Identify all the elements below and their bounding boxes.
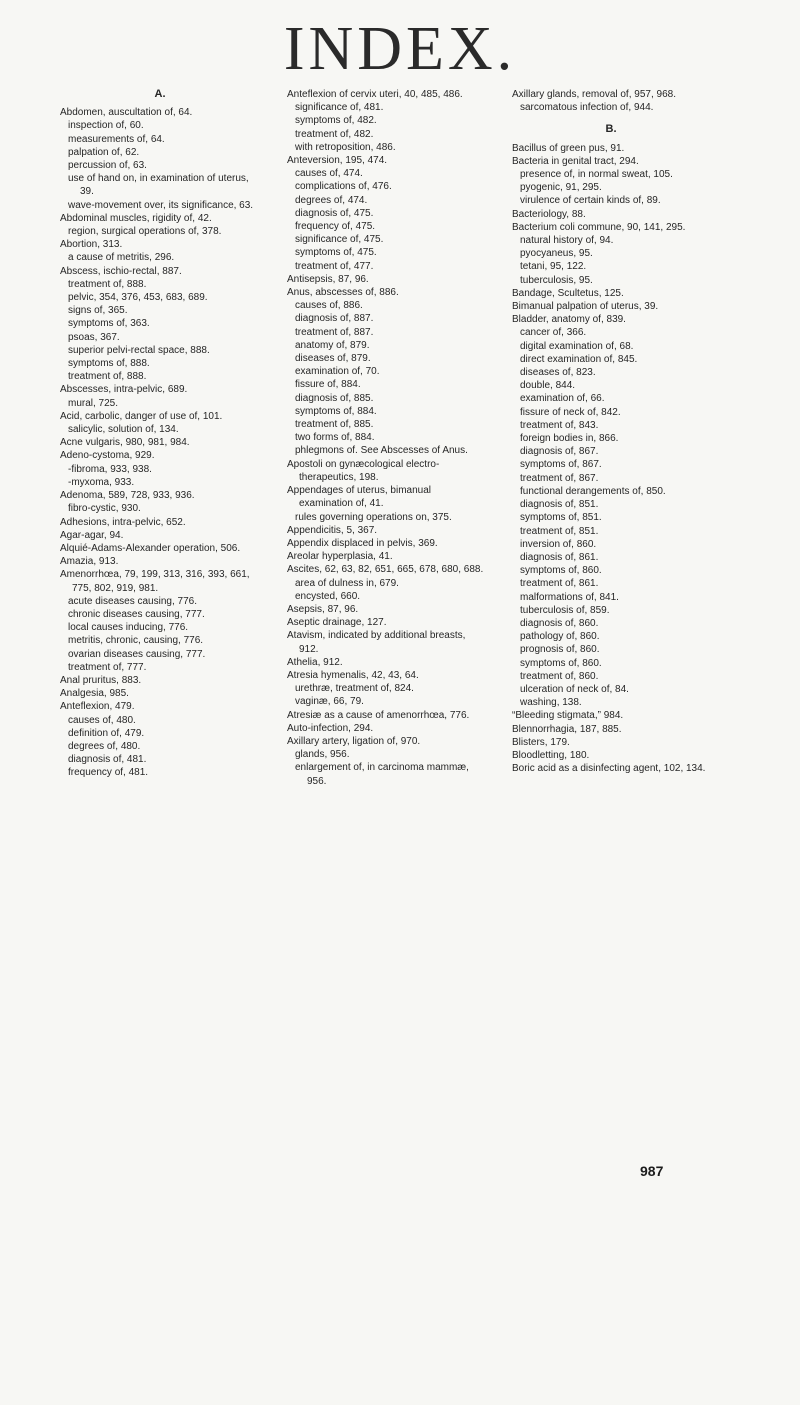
index-column-2: [287, 88, 485, 788]
page-title: INDEX.: [283, 15, 517, 83]
index-entry: Anteversion, 195, 474.: [287, 155, 388, 167]
section-letter: A.: [154, 88, 166, 100]
index-subentry: diagnosis of, 861.: [520, 551, 599, 563]
index-subentry: washing, 138.: [520, 697, 582, 709]
index-subentry: examination of, 66.: [520, 393, 605, 405]
index-subentry: anatomy of, 879.: [295, 339, 370, 351]
index-entry: Agar-agar, 94.: [60, 529, 124, 541]
index-entry: Acne vulgaris, 980, 981, 984.: [60, 437, 190, 449]
index-subentry: presence of, in normal sweat, 105.: [520, 169, 673, 181]
index-entry: Bimanual palpation of uterus, 39.: [512, 301, 659, 313]
index-subentry: symptoms of, 884.: [295, 405, 377, 417]
index-subentry: with retroposition, 486.: [295, 141, 396, 153]
index-subentry: diagnosis of, 475.: [295, 207, 374, 219]
index-subentry: malformations of, 841.: [520, 591, 619, 603]
index-subentry: a cause of metritis, 296.: [68, 252, 175, 264]
index-subentry: examination of, 70.: [295, 366, 380, 378]
index-entry: Acid, carbolic, danger of use of, 101.: [60, 410, 223, 422]
index-subentry: salicylic, solution of, 134.: [68, 424, 179, 436]
index-entry: Anal pruritus, 883.: [60, 674, 142, 686]
index-entry: Abortion, 313.: [60, 239, 123, 251]
index-subentry: treatment of, 777.: [68, 661, 147, 673]
index-entry: Axillary glands, removal of, 957, 968.: [512, 89, 676, 100]
index-subentry: pelvic, 354, 376, 453, 683, 689.: [68, 292, 208, 304]
index-subentry: functional derangements of, 850.: [520, 485, 666, 497]
index-entry: Bandage, Scultetus, 125.: [512, 287, 624, 299]
page-number: 987: [640, 1163, 664, 1179]
index-subentry: definition of, 479.: [68, 727, 145, 739]
index-subentry: complications of, 476.: [295, 181, 392, 193]
index-subentry: -fibroma, 933, 938.: [68, 463, 152, 475]
index-subentry: virulence of certain kinds of, 89.: [520, 195, 661, 207]
index-subentry: treatment of, 482.: [295, 128, 374, 140]
index-entry: Axillary artery, ligation of, 970.: [287, 735, 421, 747]
index-subentry: symptoms of, 851.: [520, 512, 602, 524]
index-subentry: pyogenic, 91, 295.: [520, 182, 602, 194]
index-subentry: prognosis of, 860.: [520, 644, 600, 656]
index-subentry: tuberculosis, 95.: [520, 274, 593, 286]
index-subentry: fibro-cystic, 930.: [68, 503, 141, 515]
index-entry: Blisters, 179.: [512, 736, 570, 748]
index-subentry: treatment of, 860.: [520, 670, 599, 682]
index-subentry: degrees of, 474.: [295, 194, 368, 206]
index-subentry: treatment of, 861.: [520, 578, 599, 590]
index-subentry: phlegmons of. See Abscesses of Anus.: [295, 445, 468, 457]
index-subentry: sarcomatous infection of, 944.: [520, 102, 654, 114]
index-entry: Bloodletting, 180.: [512, 749, 590, 761]
index-subentry: significance of, 481.: [295, 102, 384, 114]
index-subentry: -myxoma, 933.: [68, 476, 135, 488]
index-subentry: direct examination of, 845.: [520, 353, 638, 365]
index-subentry: significance of, 475.: [295, 234, 384, 246]
index-entry: Atavism, indicated by additional breasts, 912.: [287, 630, 466, 655]
index-subentry: use of hand on, in examination of uterus, 39.: [68, 173, 249, 198]
index-entry: Bacterium coli commune, 90, 141, 295.: [512, 221, 686, 233]
index-subentry: causes of, 886.: [295, 300, 363, 312]
index-subentry: psoas, 367.: [68, 331, 120, 343]
index-entry: Atresia hymenalis, 42, 43, 64.: [287, 669, 419, 681]
index-subentry: causes of, 480.: [68, 714, 136, 726]
index-entry: Asepsis, 87, 96.: [287, 603, 359, 615]
index-entry: Abscesses, intra-pelvic, 689.: [60, 384, 188, 396]
index-entry: Bacteriology, 88.: [512, 208, 586, 220]
index-subentry: inspection of, 60.: [68, 120, 144, 132]
index-subentry: diseases of, 823.: [520, 367, 596, 379]
index-subentry: causes of, 474.: [295, 168, 363, 180]
index-subentry: double, 844.: [520, 380, 576, 392]
index-subentry: metritis, chronic, causing, 776.: [68, 635, 204, 647]
index-entry: “Bleeding stigmata,” 984.: [512, 710, 624, 722]
index-subentry: tuberculosis of, 859.: [520, 604, 610, 616]
index-entry: Aseptic drainage, 127.: [287, 617, 387, 629]
index-subentry: symptoms of, 475.: [295, 247, 377, 259]
index-subentry: cancer of, 366.: [520, 327, 587, 339]
index-subentry: acute diseases causing, 776.: [68, 595, 197, 607]
index-entry: Areolar hyperplasia, 41.: [287, 551, 393, 563]
index-entry: Bacillus of green pus, 91.: [512, 142, 625, 154]
index-subentry: diagnosis of, 887.: [295, 313, 374, 325]
index-subentry: mural, 725.: [68, 397, 119, 409]
index-entry: Athelia, 912.: [287, 656, 343, 668]
index-entry: Bacteria in genital tract, 294.: [512, 155, 639, 167]
index-entry: Amazia, 913.: [60, 556, 119, 568]
index-subentry: diseases of, 879.: [295, 353, 371, 365]
index-subentry: wave-movement over, its significance, 63.: [68, 199, 254, 211]
index-entry: Alquié-Adams-Alexander operation, 506.: [60, 542, 241, 554]
section-letter: B.: [605, 123, 617, 136]
index-column-3: [512, 88, 710, 775]
index-subentry: glands, 956.: [295, 749, 350, 761]
index-subentry: diagnosis of, 867.: [520, 446, 599, 458]
index-subentry: treatment of, 867.: [520, 472, 599, 484]
index-subentry: area of dulness in, 679.: [295, 577, 399, 589]
index-subentry: inversion of, 860.: [520, 538, 597, 550]
index-subentry: fissure of neck of, 842.: [520, 406, 621, 418]
index-subentry: local causes inducing, 776.: [68, 622, 189, 634]
index-entry: Antisepsis, 87, 96.: [287, 273, 369, 285]
index-column-1: [60, 88, 260, 780]
index-subentry: treatment of, 888.: [68, 371, 147, 383]
index-subentry: frequency of, 475.: [295, 221, 376, 233]
index-subentry: frequency of, 481.: [68, 767, 149, 779]
index-entry: Appendix displaced in pelvis, 369.: [287, 537, 438, 549]
index-subentry: treatment of, 843.: [520, 419, 599, 431]
index-entry: Abscess, ischio-rectal, 887.: [60, 265, 182, 277]
index-subentry: pathology of, 860.: [520, 631, 600, 643]
index-subentry: natural history of, 94.: [520, 235, 614, 247]
index-subentry: encysted, 660.: [295, 590, 361, 602]
index-subentry: urethræ, treatment of, 824.: [295, 683, 414, 695]
index-entry: Ascites, 62, 63, 82, 651, 665, 678, 680, 688.: [287, 564, 484, 576]
index-subentry: treatment of, 477.: [295, 260, 374, 272]
index-subentry: diagnosis of, 885.: [295, 392, 374, 404]
index-subentry: two forms of, 884.: [295, 432, 375, 444]
index-subentry: ulceration of neck of, 84.: [520, 683, 629, 695]
index-subentry: measurements of, 64.: [68, 133, 165, 145]
index-subentry: diagnosis of, 860.: [520, 617, 599, 629]
index-subentry: chronic diseases causing, 777.: [68, 608, 205, 620]
index-subentry: treatment of, 851.: [520, 525, 599, 537]
index-entry: Adeno-cystoma, 929.: [60, 450, 155, 462]
index-entry: Analgesia, 985.: [60, 688, 129, 700]
index-subentry: tetani, 95, 122.: [520, 261, 587, 273]
index-subentry: region, surgical operations of, 378.: [68, 226, 222, 238]
index-subentry: ovarian diseases causing, 777.: [68, 648, 206, 660]
index-subentry: superior pelvi-rectal space, 888.: [68, 344, 210, 356]
index-subentry: treatment of, 885.: [295, 419, 374, 431]
index-subentry: symptoms of, 482.: [295, 115, 377, 127]
index-entry: Adhesions, intra-pelvic, 652.: [60, 516, 186, 528]
index-subentry: digital examination of, 68.: [520, 340, 634, 352]
index-subentry: foreign bodies in, 866.: [520, 433, 619, 445]
index-entry: Abdominal muscles, rigidity of, 42.: [60, 212, 212, 224]
index-entry: Bladder, anatomy of, 839.: [512, 314, 626, 326]
index-subentry: symptoms of, 860.: [520, 657, 602, 669]
index-subentry: symptoms of, 888.: [68, 358, 150, 370]
index-entry: Blennorrhagia, 187, 885.: [512, 723, 622, 735]
index-entry: Atresiæ as a cause of amenorrhœa, 776.: [287, 709, 470, 721]
index-subentry: degrees of, 480.: [68, 740, 141, 752]
index-entry: Abdomen, auscultation of, 64.: [60, 107, 193, 119]
index-subentry: treatment of, 888.: [68, 278, 147, 290]
index-subentry: diagnosis of, 851.: [520, 499, 599, 511]
index-entry: Appendages of uterus, bimanual examination of, 41.: [287, 485, 431, 510]
index-entry: Anteflexion of cervix uteri, 40, 485, 486.: [287, 89, 463, 100]
index-subentry: palpation of, 62.: [68, 146, 140, 158]
index-subentry: symptoms of, 363.: [68, 318, 150, 330]
index-subentry: diagnosis of, 481.: [68, 754, 147, 766]
index-subentry: rules governing operations on, 375.: [295, 511, 452, 523]
index-entry: Anteflexion, 479.: [60, 701, 135, 713]
index-entry: Auto-infection, 294.: [287, 722, 374, 734]
index-entry: Apostoli on gynæcological electro-therapeutics, 198.: [287, 458, 440, 483]
index-subentry: percussion of, 63.: [68, 160, 147, 172]
index-entry: Amenorrhœa, 79, 199, 313, 316, 393, 661, 775, 802, 919, 981.: [60, 569, 250, 594]
index-subentry: enlargement of, in carcinoma mammæ, 956.: [295, 762, 469, 787]
index-entry: Appendicitis, 5, 367.: [287, 524, 378, 536]
index-subentry: symptoms of, 860.: [520, 565, 602, 577]
index-subentry: pyocyaneus, 95.: [520, 248, 593, 260]
index-subentry: fissure of, 884.: [295, 379, 361, 391]
index-entry: Anus, abscesses of, 886.: [287, 287, 399, 299]
index-subentry: vaginæ, 66, 79.: [295, 696, 364, 708]
index-entry: Boric acid as a disinfecting agent, 102, 134.: [512, 763, 706, 775]
index-entry: Adenoma, 589, 728, 933, 936.: [60, 490, 195, 502]
index-subentry: symptoms of, 867.: [520, 459, 602, 471]
index-subentry: treatment of, 887.: [295, 326, 374, 338]
index-subentry: signs of, 365.: [68, 305, 128, 317]
